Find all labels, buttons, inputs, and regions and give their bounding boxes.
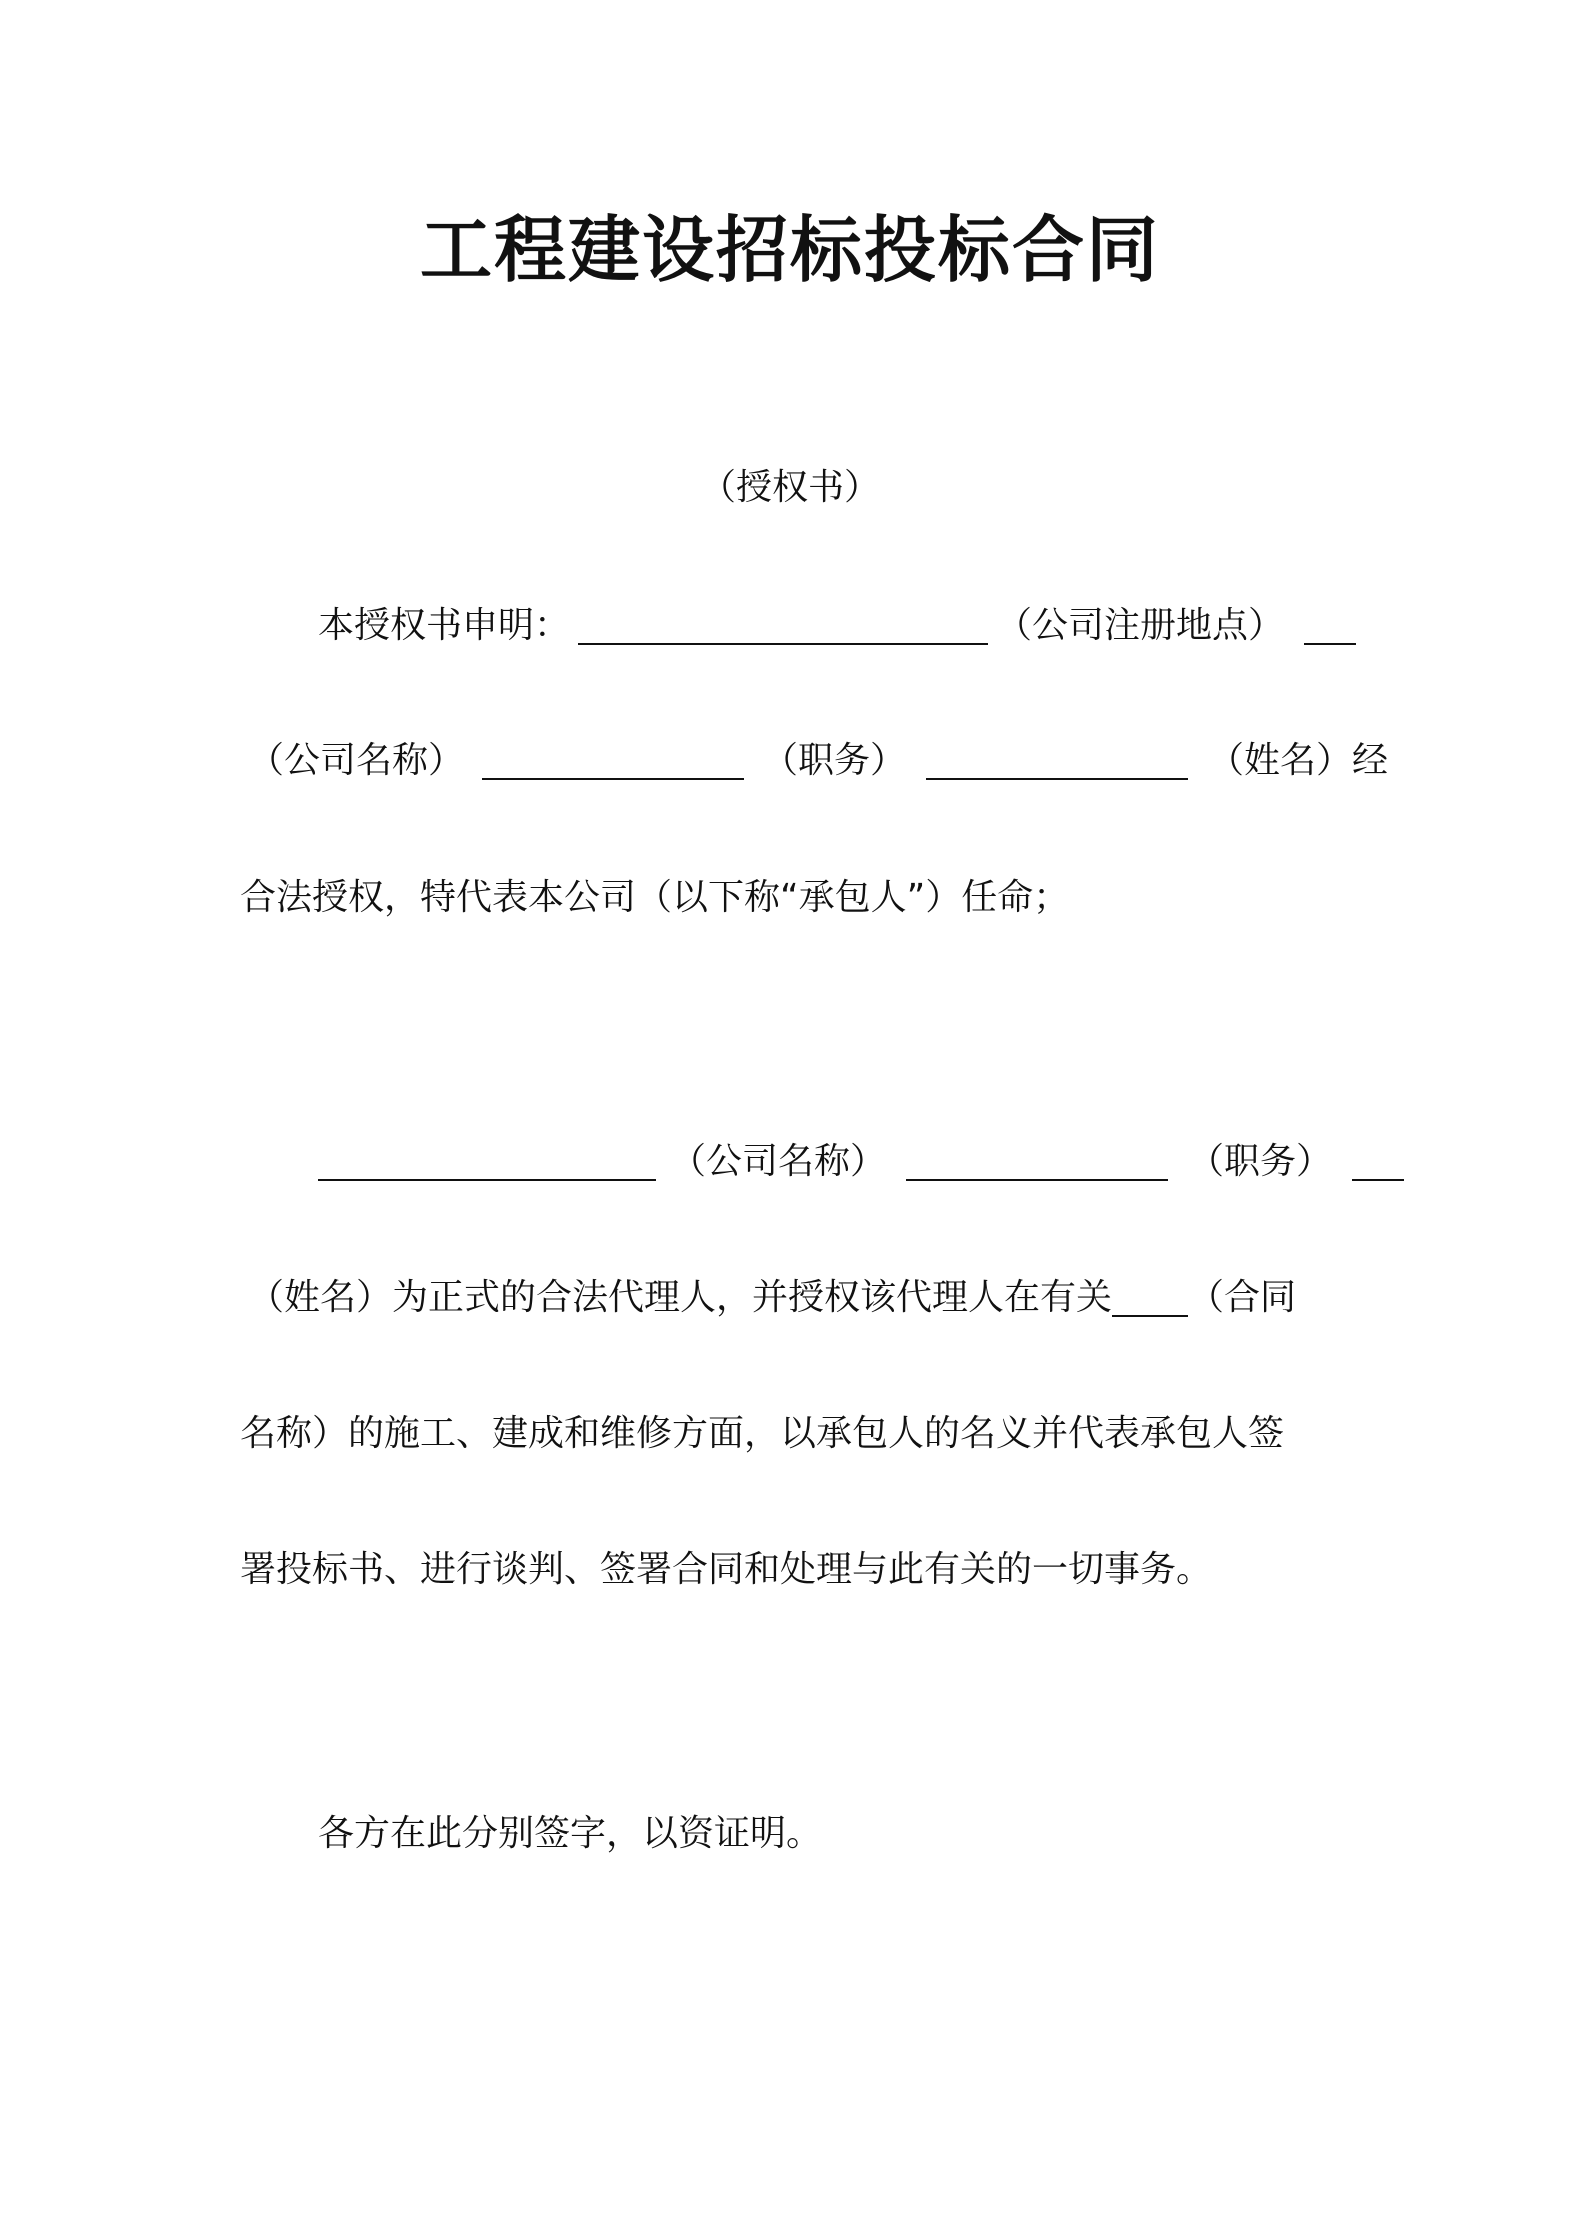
closing-statement: 各方在此分别签字，以资证明。	[318, 1813, 823, 1854]
paragraph1-line1	[318, 600, 1418, 652]
label-agent-company: （公司名称）	[670, 1141, 887, 1182]
paragraph1-line2	[248, 735, 1389, 787]
label-agent-position: （职务）	[1188, 1141, 1333, 1182]
paragraph2-line3: 名称）的施工、建成和维修方面，以承包人的名义并代表承包人签	[240, 1413, 1285, 1454]
blank-agent-position[interactable]	[906, 1143, 1168, 1181]
document-subtitle: （授权书）	[699, 467, 880, 508]
label-position: （职务）	[762, 740, 907, 781]
blank-company-address[interactable]	[578, 607, 988, 645]
paragraph2-line2	[248, 1272, 1348, 1324]
paragraph2-line1	[318, 1136, 1418, 1188]
blank-agent-name-start[interactable]	[1352, 1143, 1404, 1181]
label-company-address: （公司注册地点）	[996, 605, 1285, 646]
paragraph1-line3: 合法授权，特代表本公司（以下称“承包人”）任命；	[240, 877, 1070, 918]
document-title: 工程建设招标投标合同	[419, 208, 1160, 292]
blank-position[interactable]	[482, 742, 744, 780]
label-contract: （合同	[1188, 1277, 1297, 1318]
declaration-prefix: 本授权书申明：	[318, 605, 571, 646]
blank-company-name-start[interactable]	[1304, 607, 1356, 645]
blank-name[interactable]	[926, 742, 1188, 780]
blank-agent-company[interactable]	[318, 1143, 656, 1181]
paragraph2-line4: 署投标书、进行谈判、签署合同和处理与此有关的一切事务。	[240, 1549, 1213, 1590]
agent-appointment-text: （姓名）为正式的合法代理人，并授权该代理人在有关	[248, 1277, 1113, 1318]
label-name: （姓名）经	[1208, 740, 1389, 781]
label-company-name: （公司名称）	[248, 740, 465, 781]
blank-contract-name[interactable]	[1112, 1279, 1188, 1317]
